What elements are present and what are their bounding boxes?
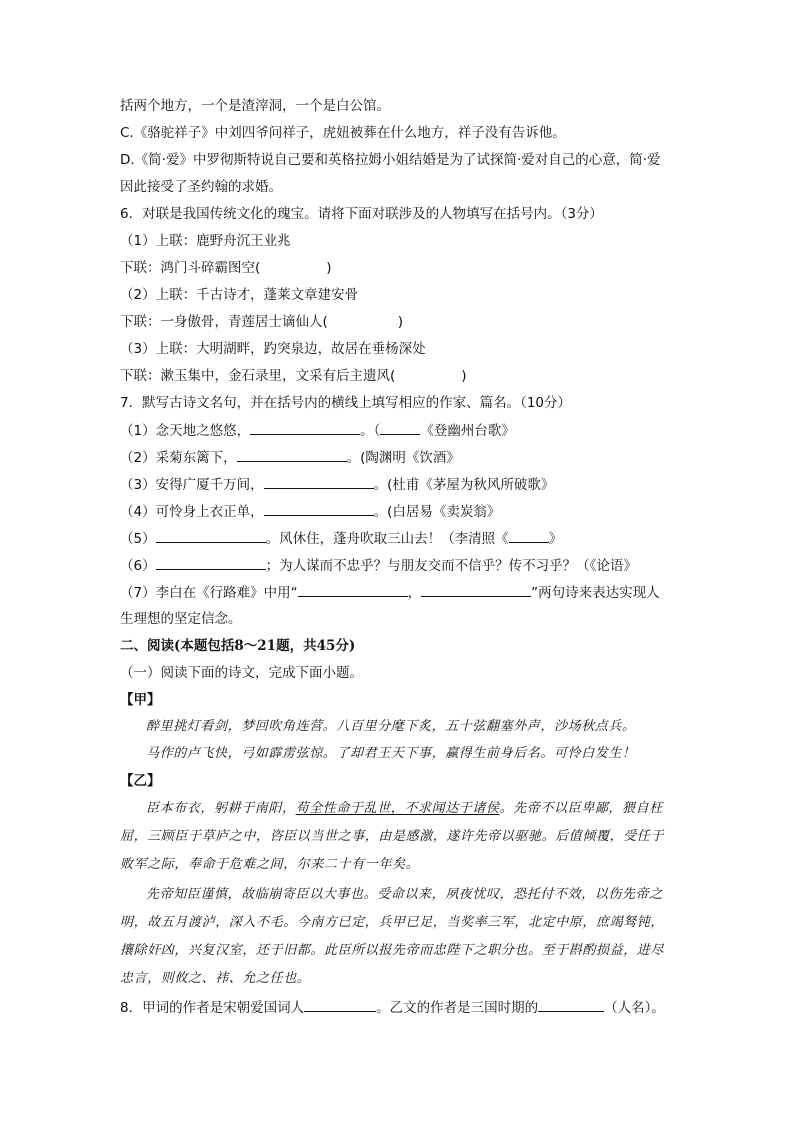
q7-i6-blank[interactable] (156, 556, 266, 570)
jia-line1: 醉里挑灯看剑，梦回吹角连营。八百里分麾下炙，五十弦翻塞外声，沙场秋点兵。 (146, 719, 636, 734)
q7-item7 (120, 583, 660, 602)
q7-i7-blank2[interactable] (421, 583, 531, 597)
q6-couplet2-down (120, 313, 403, 331)
q7-i5-num: （5） (120, 531, 156, 547)
q6-couplet1-up: （1）上联：鹿野舟沉王业兆 (120, 233, 291, 249)
q7-item2 (120, 448, 460, 467)
q7-i7-comma: ， (407, 585, 422, 601)
q7-i4-source: 。(白居易《卖炭翁》 (373, 504, 501, 520)
yi-p1-line3: 败军之际，奉命于危难之间，尔来二十有一年矣。 (120, 857, 420, 872)
q6-couplet2-up: （2）上联：千古诗才，蓬莱文章建安骨 (120, 287, 359, 303)
q6-c2-down-text: 下联：一身傲骨，青莲居士谪仙人( (120, 314, 328, 330)
q6-c3-down-text: 下联：漱玉集中，金石录里，文采有后主遗风( (120, 368, 396, 384)
q7-i1-text: （1）念天地之悠悠， (120, 423, 251, 439)
q7-i1-title: 《登幽州台歌》 (420, 423, 515, 439)
section-reading-title: 二、阅读(本题包括8～21题，共45分) (120, 638, 356, 654)
option-c: C.《骆驼祥子》中刘四爷问祥子，虎妞被葬在什么地方，祥子没有告诉他。 (120, 125, 566, 141)
q6-couplet1-down (120, 259, 332, 277)
yi-p1-start: 臣本布衣，躬耕于南阳， (146, 801, 296, 816)
q7-i6-text: ；为人谋而不忠乎？与朋友交而不信乎？传不习乎？（《论语》 (265, 558, 637, 574)
q7-i1-blank[interactable] (250, 421, 360, 435)
q7-i6-num: （6） (120, 558, 156, 574)
q7-stem: 7．默写古诗文名句，并在括号内的横线上填写相应的作家、篇名。（10分） (120, 395, 572, 411)
yi-p1-rest: 。先帝不以臣卑鄙，猥自枉 (499, 801, 663, 816)
q8-blank-author[interactable] (538, 998, 604, 1012)
option-d-line2: 因此接受了圣约翰的求婚。 (120, 179, 282, 195)
q7-i4-blank[interactable] (264, 502, 374, 516)
q7-i5-blank[interactable] (156, 529, 266, 543)
yi-p2-line1: 先帝知臣谨慎，故临崩寄臣以大事也。受命以来，夙夜忧叹，恐托付不效，以伤先帝之 (146, 887, 663, 902)
q7-item3 (120, 475, 554, 494)
q7-i2-text: （2）采菊东篱下， (120, 450, 237, 466)
q7-i1-author-blank[interactable] (380, 421, 420, 435)
yi-p1-underlined: 苟全性命于乱世，不求闻达于诸侯 (295, 801, 500, 816)
q7-i7-tail: ”两句诗来表达实现人 (531, 585, 660, 601)
q7-i5-text: 。风休住，蓬舟吹取三山去！（李清照《 (265, 531, 509, 547)
q7-i5-title-blank[interactable] (509, 529, 549, 543)
q7-i7-blank1[interactable] (298, 583, 408, 597)
label-jia: 【甲】 (120, 692, 161, 708)
q7-i3-text: （3）安得广厦千万间， (120, 477, 264, 493)
q8-blank-poet[interactable] (304, 998, 376, 1012)
q6-stem: 6．对联是我国传统文化的瑰宝。请将下面对联涉及的人物填写在括号内。（3分） (120, 206, 603, 222)
q7-i5-close: 》 (548, 531, 563, 547)
q6-c2-close: ) (397, 314, 404, 330)
yi-p2-line2: 明，故五月渡泸，深入不毛。今南方已定，兵甲已足，当奖率三军，北定中原，庶竭驽钝， (120, 915, 665, 930)
q6-couplet3-down (120, 367, 467, 385)
q7-i1-mid: 。（ (360, 423, 381, 439)
option-d-line1: D.《简·爱》中罗彻斯特说自己要和英格拉姆小姐结婚是为了试探简·爱对自己的心意，简·爱 (120, 152, 661, 168)
q6-couplet3-up: （3）上联：大明湖畔，趵突泉边，故居在垂杨深处 (120, 341, 426, 357)
q8-text-a: 8．甲词的作者是宋朝爱国词人 (120, 1000, 305, 1016)
q7-i2-blank[interactable] (237, 448, 347, 462)
q7-i3-blank[interactable] (264, 475, 374, 489)
q7-item5 (120, 529, 562, 548)
q8 (120, 998, 665, 1017)
option-b-tail: 括两个地方，一个是渣滓洞，一个是白公馆。 (120, 98, 390, 114)
q7-item4 (120, 502, 500, 521)
jia-line2: 马作的卢飞快，弓如霹雳弦惊。了却君王天下事，赢得生前身后名。可怜白发生！ (146, 746, 636, 761)
yi-p1-line2: 屈，三顾臣于草庐之中，咨臣以当世之事，由是感激，遂许先帝以驱驰。后值倾覆，受任于 (120, 829, 665, 844)
yi-p2-line4: 忠言，则攸之、祎、允之任也。 (120, 971, 311, 986)
q7-i7-text: （7）李白在《行路难》中用“ (120, 585, 298, 601)
label-yi: 【乙】 (120, 773, 161, 789)
yi-p2-line3: 攘除奸凶，兴复汉室，还于旧都。此臣所以报先帝而忠陛下之职分也。至于斟酌损益，进尽 (120, 943, 665, 958)
q6-c3-close: ) (461, 368, 467, 384)
q7-item6 (120, 556, 637, 575)
q7-item7-line2: 生理想的坚定信念。 (120, 611, 242, 627)
q7-item1 (120, 421, 515, 440)
q8-text-b: 。乙文的作者是三国时期的 (376, 1000, 539, 1016)
reading-intro: （一）阅读下面的诗文，完成下面小题。 (120, 665, 363, 681)
q7-i2-source: 。(陶渊明《饮酒》 (346, 450, 460, 466)
q6-c1-down-text: 下联：鸿门斗碎霸图空( (120, 260, 261, 276)
q7-i4-text: （4）可怜身上衣正单， (120, 504, 264, 520)
q8-text-c: （人名）。 (604, 1000, 665, 1016)
q7-i3-source: 。(杜甫《茅屋为秋风所破歌》 (373, 477, 555, 493)
yi-p1-line1 (146, 800, 663, 818)
q6-c1-close: ) (326, 260, 332, 276)
